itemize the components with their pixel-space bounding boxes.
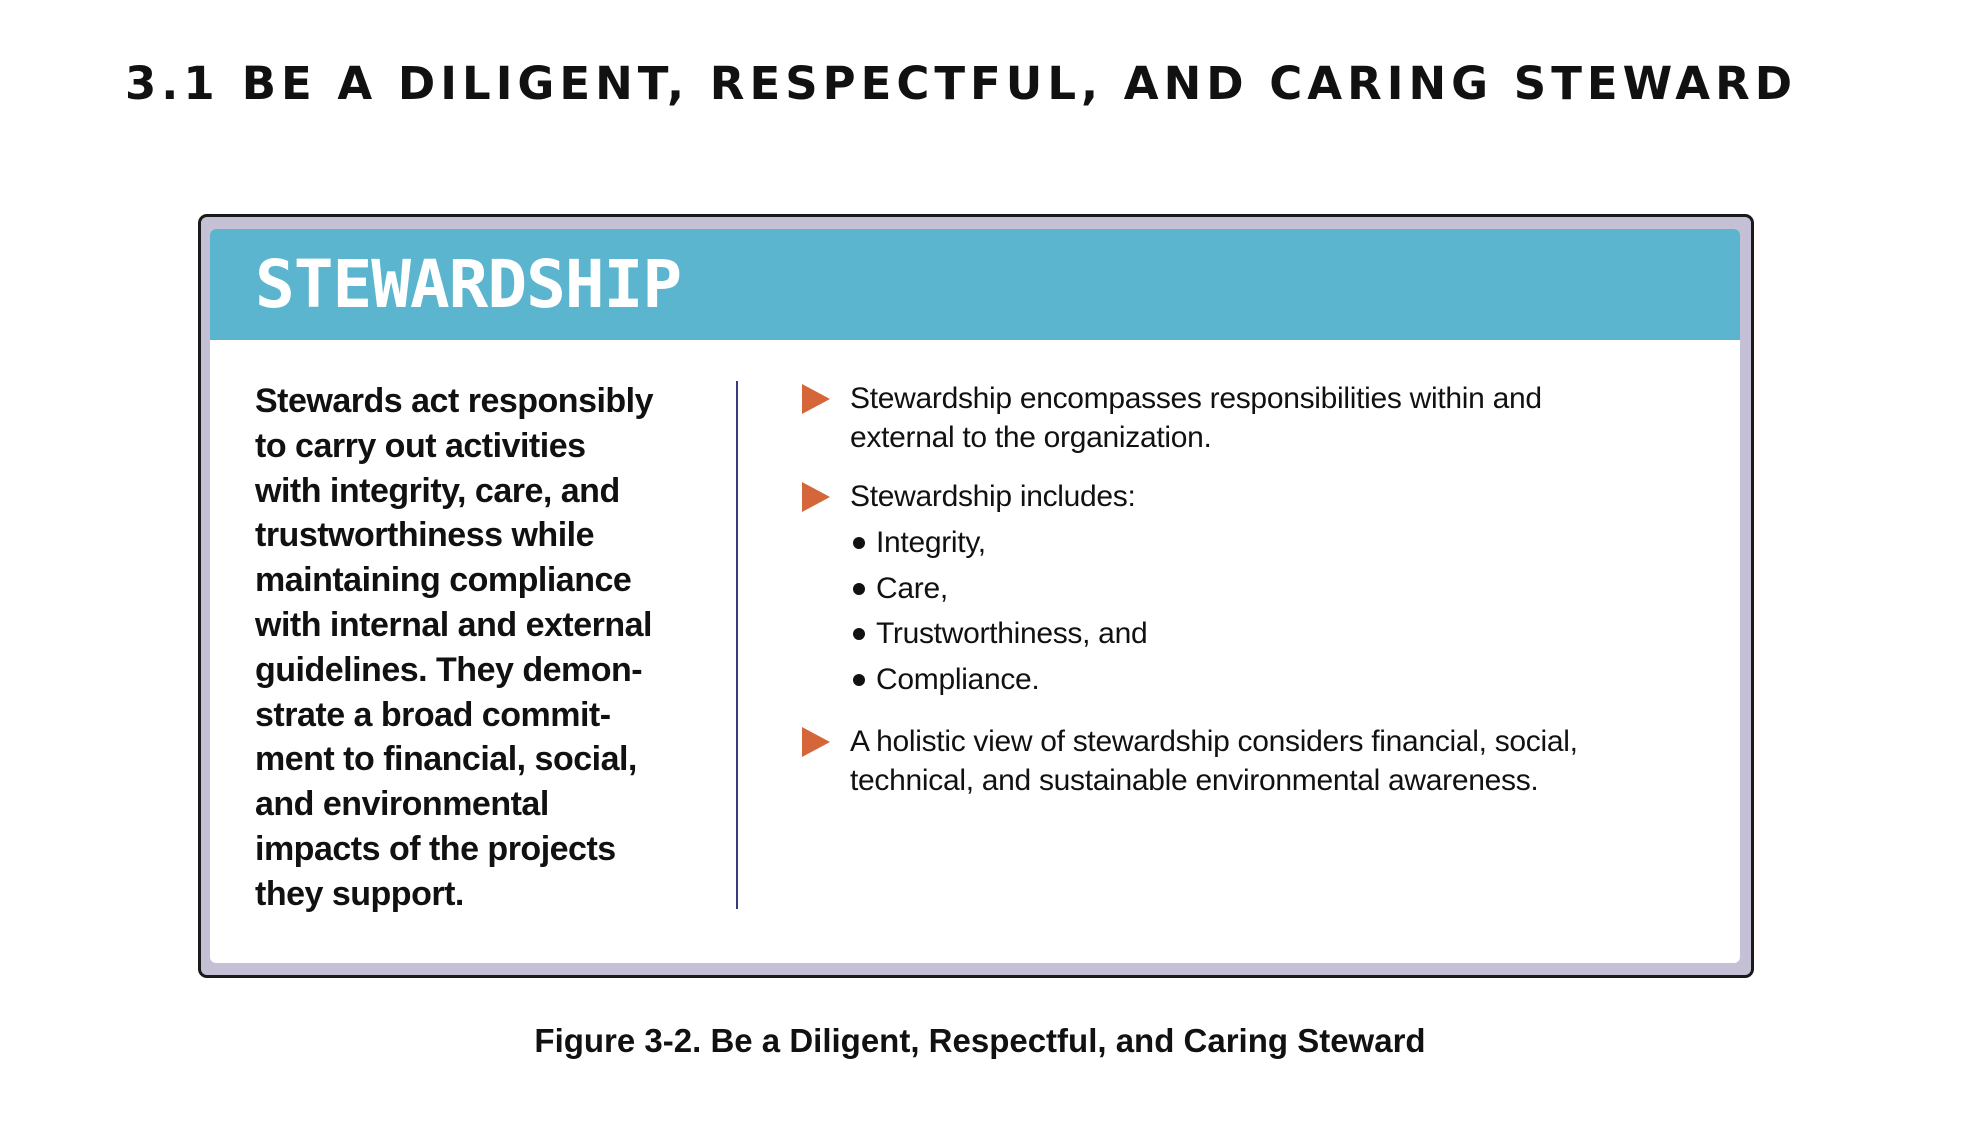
dot-icon [853, 628, 865, 640]
sub-bullet-list [850, 520, 1682, 702]
sub-bullet-text: Care, [876, 571, 948, 605]
lead-line: ment to financial, social, [255, 740, 637, 779]
figure-banner [210, 229, 1740, 340]
bullet-text: Stewardship encompasses responsibilities within and [850, 382, 1542, 415]
lead-line: they support. [255, 874, 464, 913]
lead-line: impacts of the projects [255, 829, 616, 868]
bullet-list [802, 379, 1682, 800]
sub-bullet-item [850, 657, 1682, 703]
triangle-right-icon [802, 384, 830, 414]
lead-line: and environmental [255, 785, 549, 824]
sub-bullet-text: Integrity, [876, 526, 986, 559]
lead-line: with internal and external [255, 605, 652, 644]
bullet-text: Stewardship includes: [850, 480, 1136, 513]
bullet-text: external to the organization. [850, 421, 1212, 454]
dot-icon [853, 674, 865, 686]
sub-bullet-text: Compliance. [876, 662, 1040, 696]
lead-paragraph [255, 379, 695, 917]
lead-line: trustworthiness while [255, 516, 594, 555]
column-divider [736, 381, 738, 909]
lead-line: to carry out activities [255, 426, 586, 465]
figure-frame [198, 214, 1754, 978]
lead-line: with integrity, care, and [255, 471, 620, 510]
section-title: BE A DILIGENT, RESPECTFUL, AND CARING STEWARD [241, 57, 1798, 110]
figure-caption: Figure 3-2. Be a Diligent, Respectful, and Caring Steward [534, 1022, 1426, 1059]
bullet-item [802, 722, 1682, 800]
bullet-text: A holistic view of stewardship considers financial, social, [850, 725, 1578, 758]
figure-panel [210, 229, 1740, 963]
section-number: 3.1 [125, 57, 220, 110]
bullet-text: technical, and sustainable environmental awareness. [850, 764, 1539, 797]
lead-line: strate a broad commit- [255, 695, 611, 734]
sub-bullet-item [850, 566, 1682, 612]
section-heading [125, 54, 1825, 114]
bullet-item [802, 379, 1682, 457]
lead-line: Stewards act responsibly [255, 382, 654, 420]
triangle-right-icon [802, 482, 830, 512]
banner-title: STEWARDSHIP [255, 246, 682, 323]
sub-bullet-item [850, 611, 1682, 657]
bullet-item [802, 477, 1682, 702]
sub-bullet-text: Trustworthiness, and [876, 617, 1148, 650]
lead-line: guidelines. They demon- [255, 650, 643, 689]
sub-bullet-item [850, 520, 1682, 566]
dot-icon [853, 537, 865, 549]
dot-icon [853, 583, 865, 595]
triangle-right-icon [802, 727, 830, 757]
lead-line: maintaining compliance [255, 561, 632, 600]
